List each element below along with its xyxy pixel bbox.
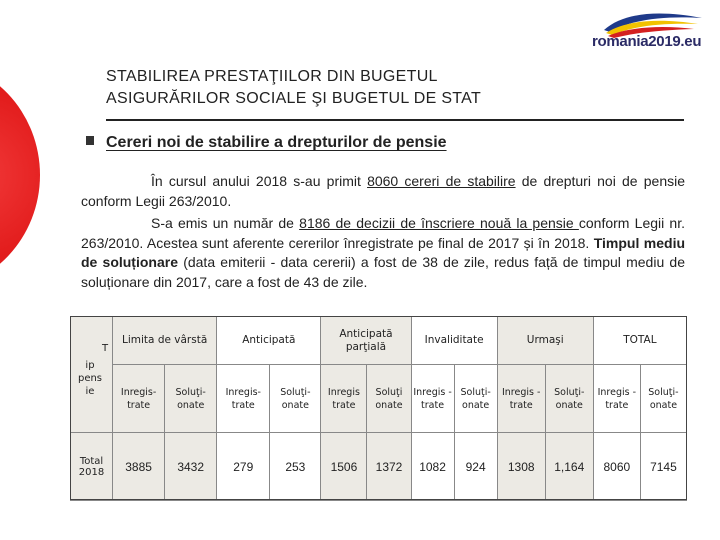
table-cell: 253: [270, 433, 321, 501]
table-cell: 1308: [497, 433, 545, 501]
subheader-cell: Inregis -trate: [497, 365, 545, 433]
paragraph-decisions: [81, 214, 685, 292]
subheader-cell: Inregis-trate: [217, 365, 270, 433]
subheader-cell: Inregis trate: [321, 365, 367, 433]
subheader-cell: Inregis -trate: [593, 365, 640, 433]
table-cell: 1082: [411, 433, 454, 501]
p2-bold: Timpul mediu de soluționare: [81, 234, 686, 270]
group-header-invaliditate: Invaliditate: [411, 317, 497, 365]
table-cell: 3885: [113, 433, 165, 501]
table-cell: 1,164: [545, 433, 593, 501]
subheader-cell: Inregis-trate: [113, 365, 165, 433]
corner-top-text: T: [101, 343, 109, 354]
group-header-urmasi: Urmaşi: [497, 317, 593, 365]
subheader-cell: Soluţi-onate: [640, 365, 686, 433]
page-title-line2: ASIGURĂRILOR SOCIALE ŞI BUGETUL DE STAT: [106, 90, 482, 107]
page-title-line1: STABILIREA PRESTAŢIILOR DIN BUGETUL: [106, 68, 438, 85]
subheader-cell: Soluţi-onate: [270, 365, 321, 433]
group-header-limita: Limita de vârstă: [113, 317, 217, 365]
table-cell: 7145: [640, 433, 686, 501]
group-header-anticipata: Anticipată: [217, 317, 321, 365]
p2-highlight: 8186 de decizii de înscriere nouă la pensie: [299, 215, 579, 231]
p1-text-post: de drepturi noi de pensie conform Legii 263/2010.: [81, 173, 686, 209]
table-cell: 8060: [593, 433, 640, 501]
subheader-cell: Inregis -trate: [411, 365, 454, 433]
corner-bottom-text: ip pens ie: [77, 360, 103, 397]
p1-text-pre: În cursul anului 2018 s-au primit: [151, 173, 368, 189]
bullet-icon: [86, 136, 94, 145]
table-cell: 1372: [367, 433, 411, 501]
section-heading: Cereri noi de stabilire a drepturilor de pensie: [106, 134, 447, 151]
page-title: [106, 66, 666, 110]
p2-text-mid: conform Legii nr. 263/2010. Acestea sunt aferente cererilor înregistrate pe final de 2017 și în 2018.: [81, 215, 685, 251]
table-cell: 924: [454, 433, 497, 501]
table-cell: 1506: [321, 433, 367, 501]
row-label: Total 2018: [71, 433, 113, 501]
subheader-cell: Soluţi-onate: [454, 365, 497, 433]
p2-text-post: (data emiterii - data cererii) a fost de 38 de zile, redus față de timpul mediu de soluționare din 2017, care a fost de 43 de zile.: [81, 254, 685, 290]
logo-text: romania2019.eu: [592, 33, 702, 50]
paragraph-requests: [81, 172, 685, 211]
table-corner-cell: [71, 317, 113, 433]
pensions-table: [70, 316, 687, 501]
title-divider: [106, 119, 684, 121]
table-cell: 279: [217, 433, 270, 501]
table-cell: 3432: [165, 433, 217, 501]
p2-text-pre: S-a emis un număr de: [151, 215, 300, 231]
p1-highlight: 8060 cereri de stabilire: [367, 173, 516, 189]
subheader-cell: Soluţi-onate: [165, 365, 217, 433]
subheader-cell: Soluţi-onate: [545, 365, 593, 433]
left-accent-bar: [0, 0, 22, 540]
subheader-cell: Soluţi onate: [367, 365, 411, 433]
group-header-anticipata-partiala: Anticipată parţială: [321, 317, 411, 365]
group-header-total: TOTAL: [593, 317, 686, 365]
